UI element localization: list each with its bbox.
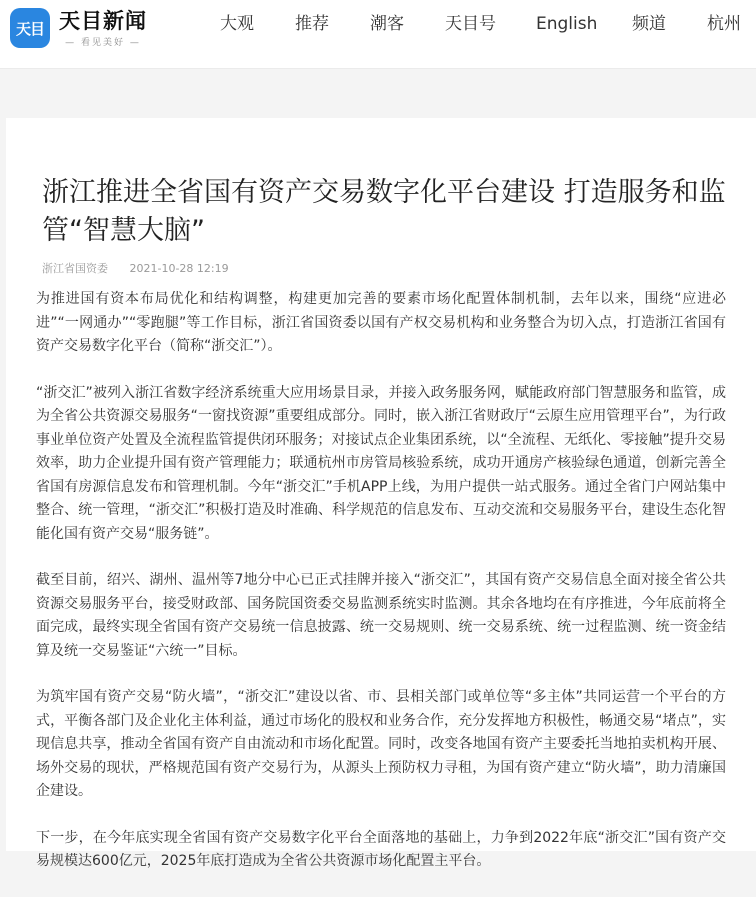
site-name: 天目新闻 — [59, 9, 147, 33]
article-paragraph: 下一步，在今年底实现全省国有资产交易数字化平台全面落地的基础上，力争到2022年底“浙交汇”国有资产交易规模达600亿元，2025年底打造成为全省公共资源市场化配置主平台。 — [36, 829, 726, 869]
site-slogan: — 看见美好 — — [65, 38, 141, 48]
article-body — [36, 288, 726, 897]
logo-text — [59, 9, 147, 48]
nav-item-hangzhou[interactable]: 杭州 — [707, 14, 741, 34]
article-source: 浙江省国资委 — [42, 262, 108, 275]
top-navigation-bar — [0, 0, 756, 69]
article-paragraph: 截至目前，绍兴、湖州、温州等7地分中心已正式挂牌并接入“浙交汇”，其国有资产交易信息全面对接全省公共资源交易服务平台，接受财政部、国务院国资委交易监测系统实时监测。其余各地均在有序推进，今年底前将全面完成，最终实现全省国有资产交易统一信息披露、统一交易规则、统一交易系统、统一过程监测、统一资金结算及统一交易鉴证“六统一”目标。 — [36, 572, 726, 659]
article-card — [6, 118, 756, 869]
nav-item-recommend[interactable]: 推荐 — [295, 14, 329, 34]
article-meta — [42, 260, 229, 276]
article-paragraph: “浙交汇”被列入浙江省数字经济系统重大应用场景目录，并接入政务服务网，赋能政府部门智慧服务和监管，成为全省公共资源交易服务“一窗找资源”重要组成部分。同时，嵌入浙江省财政厅“云原生应用管理平台”，为行政事业单位资产处置及全流程监管提供闭环服务；对接试点企业集团系统，以“全流程、无纸化、零接触”提升交易效率，助力企业提升国有资产管理能力；联通杭州市房管局核验系统，成功开通房产核验绿色通道，创新完善全省国有房源信息发布和管理机制。今年“浙交汇”手机APP上线，为用户提供一站式服务。通过全省门户网站集中整合、统一管理，“浙交汇”积极打造及时准确、科学规范的信息发布、互动交流和交易服务平台，建设生态化智能化国有资产交易“服务链”。 — [36, 384, 726, 542]
nav-item-daguan[interactable]: 大观 — [220, 14, 254, 34]
nav-item-chaoke[interactable]: 潮客 — [370, 14, 404, 34]
article-paragraph: 为推进国有资本布局优化和结构调整，构建更加完善的要素市场化配置体制机制，去年以来，围绕“应进必进”“一网通办”“零跑腿”等工作目标，浙江省国资委以国有产权交易机构和业务整合为切入点，打造浙江省国有资产交易数字化平台（简称“浙交汇”）。 — [36, 291, 726, 354]
nav-item-tianmuhao[interactable]: 天目号 — [445, 14, 496, 34]
nav-item-english[interactable]: English — [536, 14, 598, 34]
logo-icon: 天目 — [10, 8, 50, 48]
article-paragraph: 为筑牢国有资产交易“防火墙”，“浙交汇”建设以省、市、县相关部门或单位等“多主体”共同运营一个平台的方式，平衡各部门及企业化主体利益，通过市场化的股权和业务合作，充分发挥地方积极性，畅通交易“堵点”，实现信息共享，推动全省国有资产自由流动和市场化配置。同时，改变各地国有资产主要委托当地拍卖机构开展、场外交易的现状，严格规范国有资产交易行为，从源头上预防权力寻租，为国有资产建立“防火墙”，助力清廉国企建设。 — [36, 689, 726, 799]
nav-item-channels[interactable]: 频道 — [632, 14, 666, 34]
article-date: 2021-10-28 12:19 — [129, 262, 229, 275]
article-title: 浙江推进全省国有资产交易数字化平台建设 打造服务和监管“智慧大脑” — [42, 177, 726, 246]
site-logo[interactable] — [10, 8, 147, 48]
